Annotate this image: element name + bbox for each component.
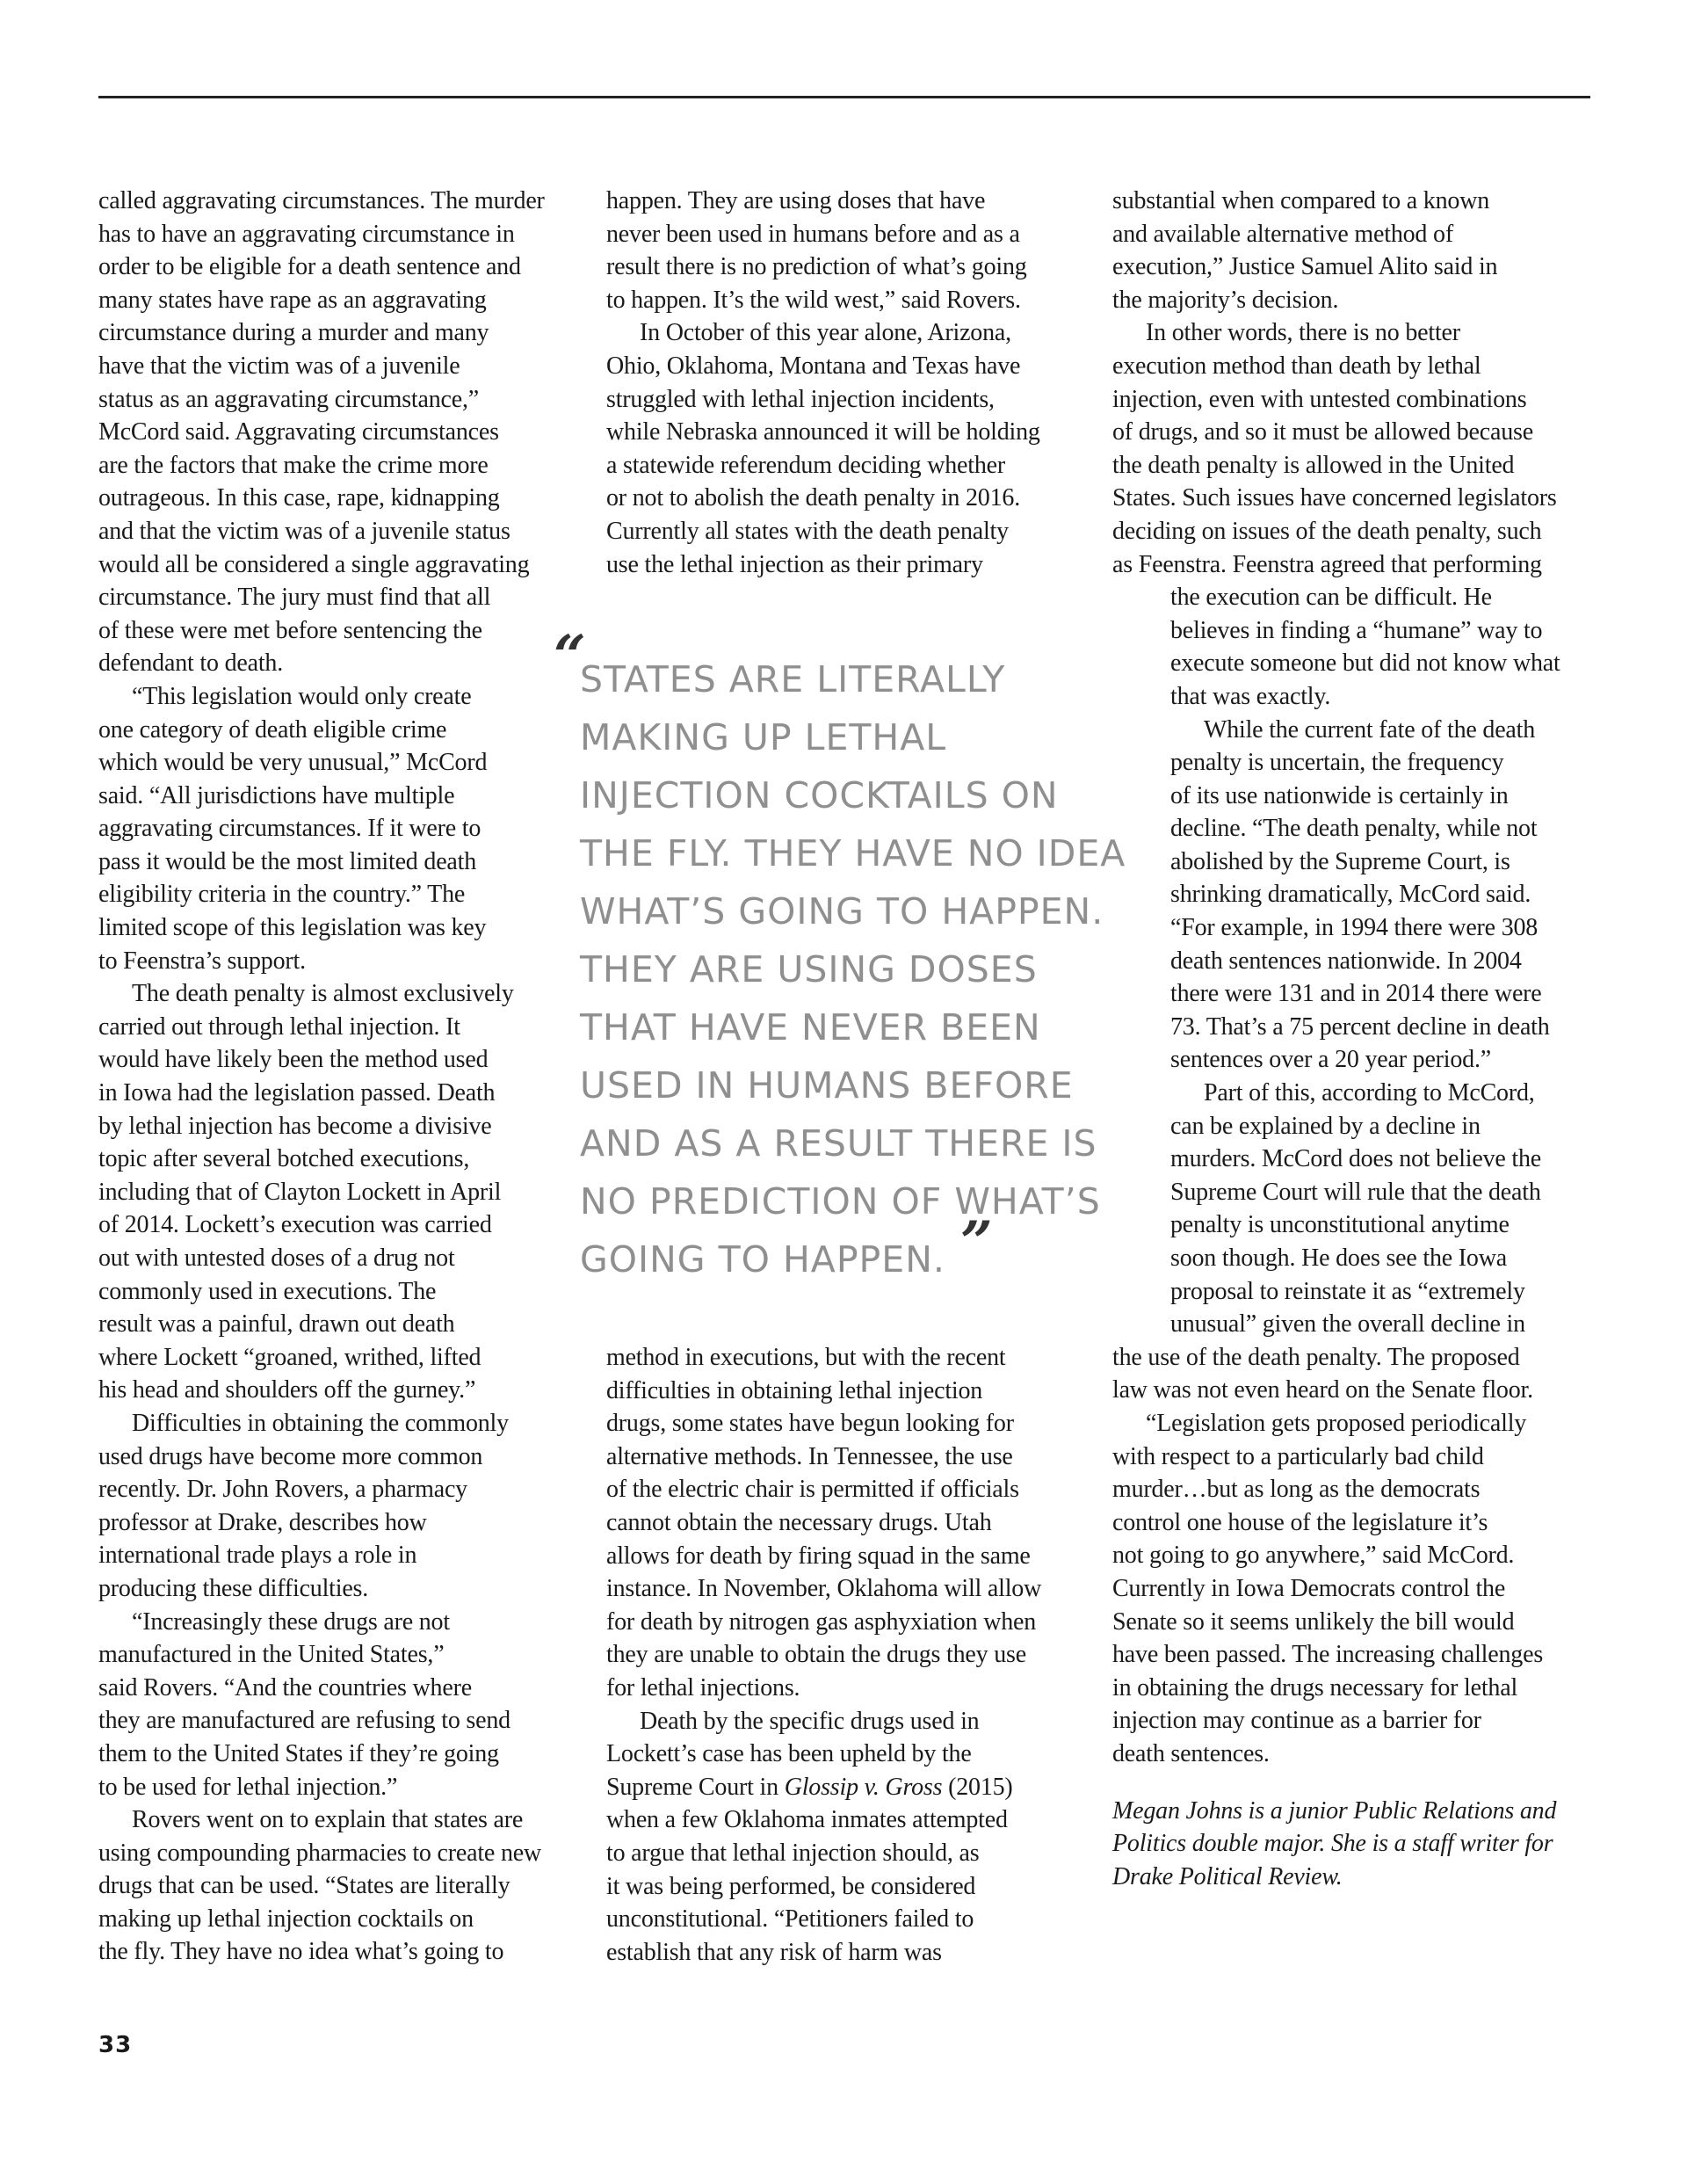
text-line: struggled with lethal injection incidents, xyxy=(606,385,995,413)
text-line: are the factors that make the crime more xyxy=(98,451,489,479)
text-line xyxy=(606,1771,1098,1804)
text-line: have that the victim was of a juvenile xyxy=(98,352,460,380)
text-line: Senate so it seems unlikely the bill would xyxy=(1112,1607,1515,1636)
text-line: instance. In November, Oklahoma will allow xyxy=(606,1575,1042,1603)
text-line: of these were met before sentencing the xyxy=(98,616,482,644)
text-line: said Rovers. “And the countries where xyxy=(98,1673,472,1701)
text-line: one category of death eligible crime xyxy=(98,715,447,744)
pull-quote-line: INJECTION COCKTAILS ON xyxy=(580,774,1059,816)
text-line: carried out through lethal injection. It xyxy=(98,1012,460,1041)
text-line: outrageous. In this case, rape, kidnapping xyxy=(98,484,500,512)
text-line: establish that any risk of harm was xyxy=(606,1938,942,1966)
text-line: alternative methods. In Tennessee, the use xyxy=(606,1442,1013,1470)
text-line: which would be very unusual,” McCord xyxy=(98,749,488,777)
text-line: of 2014. Lockett’s execution was carried xyxy=(98,1211,492,1239)
text-line: the fly. They have no idea what’s going to xyxy=(98,1938,504,1966)
text-line: producing these difficulties. xyxy=(98,1574,369,1602)
text-run: Supreme Court in xyxy=(606,1773,785,1801)
text-line: recently. Dr. John Rovers, a pharmacy xyxy=(98,1476,467,1504)
text-line: by lethal injection has become a divisive xyxy=(98,1112,492,1140)
author-bio-line: Politics double major. She is a staff writer for xyxy=(1112,1830,1553,1858)
text-line: difficulties in obtaining lethal injection xyxy=(606,1376,983,1404)
text-line: shrinking dramatically, McCord said. xyxy=(1170,881,1531,909)
text-line: “This legislation would only create xyxy=(132,682,472,710)
text-line: execute someone but did not know what xyxy=(1170,649,1560,678)
text-line: not going to go anywhere,” said McCord. xyxy=(1112,1542,1515,1570)
text-line: use the lethal injection as their primary xyxy=(606,550,983,578)
text-line: murder…but as long as the democrats xyxy=(1112,1476,1481,1504)
pull-quote-line: THE FLY. THEY HAVE NO IDEA xyxy=(580,832,1126,874)
text-line: injection, even with untested combinations xyxy=(1112,385,1527,413)
pull-quote xyxy=(580,650,1142,1288)
text-line: In October of this year alone, Arizona, xyxy=(640,319,1011,347)
text-line: limited scope of this legislation was key xyxy=(98,914,487,942)
text-line: drugs, some states have begun looking for xyxy=(606,1410,1014,1438)
pull-quote-line: AND AS A RESULT THERE IS xyxy=(580,1122,1097,1165)
text-line: of drugs, and so it must be allowed because xyxy=(1112,418,1533,446)
text-line: they are manufactured are refusing to send xyxy=(98,1707,510,1735)
text-line: in Iowa had the legislation passed. Death xyxy=(98,1079,496,1107)
text-line: Difficulties in obtaining the commonly xyxy=(132,1409,509,1437)
text-line: cannot obtain the necessary drugs. Utah xyxy=(606,1508,992,1536)
text-line: many states have rape as an aggravating xyxy=(98,286,487,314)
text-line: circumstance during a murder and many xyxy=(98,319,489,347)
text-line: law was not even heard on the Senate floor. xyxy=(1112,1376,1533,1404)
text-line: used drugs have become more common xyxy=(98,1442,483,1470)
text-line: penalty is unconstitutional anytime xyxy=(1170,1211,1510,1239)
article-column-2-top xyxy=(606,185,1098,581)
pull-quote-line: THAT HAVE NEVER BEEN xyxy=(580,1006,1041,1048)
header-rule xyxy=(98,96,1590,98)
text-line: 73. That’s a 75 percent decline in death xyxy=(1170,1012,1550,1041)
text-line: circumstance. The jury must find that all xyxy=(98,584,491,612)
text-line: aggravating circumstances. If it were to xyxy=(98,815,481,843)
text-line: result there is no prediction of what’s going xyxy=(606,253,1027,281)
text-line: Rovers went on to explain that states are xyxy=(132,1806,524,1834)
text-line: unconstitutional. “Petitioners failed to xyxy=(606,1905,974,1934)
text-line: with respect to a particularly bad child xyxy=(1112,1442,1484,1470)
text-line: “Legislation gets proposed periodically xyxy=(1146,1409,1527,1437)
close-quote-mark: ” xyxy=(960,1209,993,1275)
text-line: while Nebraska announced it will be holding xyxy=(606,418,1040,446)
text-line: of the electric chair is permitted if officials xyxy=(606,1476,1019,1504)
open-quote-mark: “ xyxy=(554,623,586,689)
text-line: result was a painful, drawn out death xyxy=(98,1310,455,1339)
text-line: Supreme Court will rule that the death xyxy=(1170,1178,1541,1206)
text-line: defendant to death. xyxy=(98,649,284,678)
text-line: a statewide referendum deciding whether xyxy=(606,451,1005,479)
text-line: to happen. It’s the wild west,” said Rovers. xyxy=(606,286,1021,314)
text-line: in obtaining the drugs necessary for lethal xyxy=(1112,1673,1518,1701)
text-line: In other words, there is no better xyxy=(1146,319,1460,347)
text-line: “For example, in 1994 there were 308 xyxy=(1170,914,1539,942)
pull-quote-line: THEY ARE USING DOSES xyxy=(580,948,1038,990)
text-line: drugs that can be used. “States are literally xyxy=(98,1872,510,1900)
text-line: soon though. He does see the Iowa xyxy=(1170,1244,1507,1272)
text-line: topic after several botched executions, xyxy=(98,1145,470,1173)
text-line: making up lethal injection cocktails on xyxy=(98,1905,474,1933)
text-line: unusual” given the overall decline in xyxy=(1170,1310,1525,1339)
text-line: to be used for lethal injection.” xyxy=(98,1773,398,1801)
text-line: them to the United States if they’re going xyxy=(98,1739,499,1767)
text-line: of its use nationwide is certainly in xyxy=(1170,781,1509,809)
text-line: Lockett’s case has been upheld by the xyxy=(606,1740,972,1768)
author-bio-line: Megan Johns is a junior Public Relations and xyxy=(1112,1796,1557,1825)
text-line: including that of Clayton Lockett in April xyxy=(98,1178,502,1206)
text-line: manufactured in the United States,” xyxy=(98,1641,445,1669)
text-line: allows for death by firing squad in the same xyxy=(606,1542,1031,1570)
text-line: and that the victim was of a juvenile status xyxy=(98,517,510,545)
text-line: order to be eligible for a death sentence and xyxy=(98,253,521,281)
text-line: “Increasingly these drugs are not xyxy=(132,1607,450,1636)
text-line: out with untested doses of a drug not xyxy=(98,1244,455,1272)
pull-quote-line: MAKING UP LETHAL xyxy=(580,716,947,758)
text-line: deciding on issues of the death penalty, such xyxy=(1112,517,1542,545)
author-bio-line: Drake Political Review. xyxy=(1112,1862,1343,1890)
text-line: said. “All jurisdictions have multiple xyxy=(98,781,455,809)
article-column-3 xyxy=(1112,185,1604,1893)
text-line: execution method than death by lethal xyxy=(1112,352,1481,380)
text-line: Part of this, according to McCord, xyxy=(1204,1079,1535,1107)
text-line: as Feenstra. Feenstra agreed that performing xyxy=(1112,550,1542,578)
text-line: The death penalty is almost exclusively xyxy=(132,980,514,1008)
pull-quote-line: WHAT’S GOING TO HAPPEN. xyxy=(580,890,1104,932)
text-line: McCord said. Aggravating circumstances xyxy=(98,418,499,446)
text-line: called aggravating circumstances. The murder xyxy=(98,187,545,214)
text-line: Ohio, Oklahoma, Montana and Texas have xyxy=(606,352,1021,380)
pull-quote-line: GOING TO HAPPEN. xyxy=(580,1238,945,1281)
text-line: penalty is uncertain, the frequency xyxy=(1170,749,1504,777)
text-line: commonly used in executions. The xyxy=(98,1277,437,1305)
text-line: to argue that lethal injection should, as xyxy=(606,1839,980,1867)
text-line: to Feenstra’s support. xyxy=(98,947,306,975)
text-line: where Lockett “groaned, writhed, lifted xyxy=(98,1343,481,1371)
page-number: 33 xyxy=(98,2032,133,2058)
text-line: happen. They are using doses that have xyxy=(606,187,986,214)
pull-quote-line: STATES ARE LITERALLY xyxy=(580,658,1006,700)
text-line: when a few Oklahoma inmates attempted xyxy=(606,1806,1008,1834)
article-column-1 xyxy=(98,185,590,1969)
text-line: using compounding pharmacies to create new xyxy=(98,1839,541,1867)
text-line: that was exactly. xyxy=(1170,682,1331,710)
text-line: it was being performed, be considered xyxy=(606,1872,976,1900)
text-run: (2015) xyxy=(942,1773,1013,1801)
text-line: believes in finding a “humane” way to xyxy=(1170,616,1543,644)
text-line: Currently in Iowa Democrats control the xyxy=(1112,1574,1506,1602)
text-line: the death penalty is allowed in the United xyxy=(1112,451,1515,479)
text-line: eligibility criteria in the country.” The xyxy=(98,881,466,909)
text-line: murders. McCord does not believe the xyxy=(1170,1145,1542,1173)
text-line: decline. “The death penalty, while not xyxy=(1170,815,1538,843)
text-line: death sentences nationwide. In 2004 xyxy=(1170,947,1522,975)
pull-quote-line: USED IN HUMANS BEFORE xyxy=(580,1064,1074,1107)
text-line: substantial when compared to a known xyxy=(1112,187,1490,214)
text-line: abolished by the Supreme Court, is xyxy=(1170,847,1510,875)
text-line: international trade plays a role in xyxy=(98,1542,417,1570)
text-line: the execution can be difficult. He xyxy=(1170,584,1492,612)
text-line: and available alternative method of xyxy=(1112,220,1453,248)
text-line: execution,” Justice Samuel Alito said in xyxy=(1112,253,1498,281)
pull-quote-line: NO PREDICTION OF WHAT’S xyxy=(580,1180,1101,1223)
text-line: for lethal injections. xyxy=(606,1673,800,1701)
spacer xyxy=(1112,1771,1604,1795)
text-line: can be explained by a decline in xyxy=(1170,1112,1481,1140)
text-line: never been used in humans before and as a xyxy=(606,220,1020,248)
text-line: injection may continue as a barrier for xyxy=(1112,1707,1481,1735)
text-line: have been passed. The increasing challenges xyxy=(1112,1641,1544,1669)
text-line: professor at Drake, describes how xyxy=(98,1508,427,1536)
text-line: method in executions, but with the recent xyxy=(606,1344,1006,1371)
text-line: or not to abolish the death penalty in 2016. xyxy=(606,484,1021,512)
text-line: there were 131 and in 2014 there were xyxy=(1170,980,1542,1008)
text-line: proposal to reinstate it as “extremely xyxy=(1170,1277,1525,1305)
text-line: States. Such issues have concerned legislators xyxy=(1112,484,1557,512)
text-line: status as an aggravating circumstance,” xyxy=(98,385,480,413)
text-line: would all be considered a single aggravating xyxy=(98,550,530,578)
text-line: control one house of the legislature it’s xyxy=(1112,1508,1488,1536)
case-name: Glossip v. Gross xyxy=(784,1773,943,1801)
text-line: Currently all states with the death penalty xyxy=(606,517,1009,545)
text-line: would have likely been the method used xyxy=(98,1046,489,1074)
text-line: sentences over a 20 year period.” xyxy=(1170,1046,1492,1074)
text-line: his head and shoulders off the gurney.” xyxy=(98,1376,476,1404)
text-line: the use of the death penalty. The proposed xyxy=(1112,1343,1520,1371)
text-line: the majority’s decision. xyxy=(1112,286,1339,314)
text-line: death sentences. xyxy=(1112,1739,1270,1767)
text-line: pass it would be the most limited death xyxy=(98,847,477,875)
article-column-2-bottom xyxy=(606,1341,1098,1969)
text-line: has to have an aggravating circumstance in xyxy=(98,220,515,248)
text-line: for death by nitrogen gas asphyxiation when xyxy=(606,1607,1037,1636)
text-line: they are unable to obtain the drugs they use xyxy=(606,1641,1026,1669)
text-line: Death by the specific drugs used in xyxy=(640,1707,980,1735)
text-line: While the current fate of the death xyxy=(1204,715,1536,744)
